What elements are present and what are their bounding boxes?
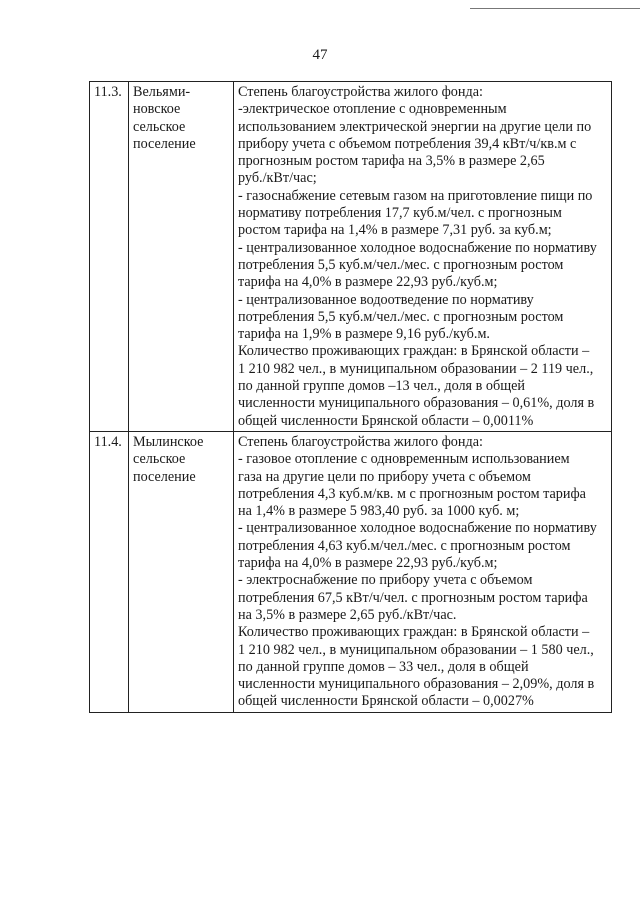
- row-number: 11.3.: [90, 82, 129, 432]
- description-line: потребления 4,63 куб.м/чел./мес. с прогнозным ростом: [238, 537, 571, 554]
- description-line: общей численности Брянской области – 0,0027%: [238, 693, 534, 710]
- settlement-name-line: новское: [133, 101, 181, 118]
- description-line: газа на другие цели по прибору учета с объемом: [238, 468, 531, 485]
- description-line: Степень благоустройства жилого фонда:: [238, 84, 483, 100]
- description-line: по данной группе домов – 33 чел., доля в общей: [238, 658, 529, 675]
- description-line: 1 210 982 чел., в муниципальном образовании – 1 580 чел.,: [238, 641, 594, 658]
- description-line: тарифа на 1,9% в размере 9,16 руб./куб.м.: [238, 326, 490, 343]
- table-row: [90, 82, 612, 432]
- description-line: - централизованное холодное водоснабжение по нормативу: [238, 520, 597, 537]
- settlement-description: [234, 431, 612, 712]
- description-line: численности муниципального образования – 0,61%, доля в: [238, 395, 595, 412]
- description-line: по данной группе домов –13 чел., доля в общей: [238, 378, 526, 395]
- description-line: прибору учета с объемом потребления 39,4 кВт/ч/кв.м с: [238, 135, 577, 152]
- description-line: потребления 5,5 куб.м/чел./мес. с прогнозным ростом: [238, 308, 564, 325]
- description-line: прогнозным ростом тарифа на 3,5% в размере 2,65: [238, 153, 545, 170]
- description-line: общей численности Брянской области – 0,0011%: [238, 412, 534, 429]
- row-number: 11.4.: [90, 431, 129, 712]
- description-line: - газоснабжение сетевым газом на приготовление пищи по: [238, 187, 593, 204]
- description-line: руб./кВт/час;: [238, 170, 317, 187]
- top-rule: [470, 8, 640, 9]
- description-line: тарифа на 4,0% в размере 22,93 руб./куб.м;: [238, 555, 498, 572]
- description-line: 1 210 982 чел., в муниципальном образовании – 2 119 чел.,: [238, 360, 594, 377]
- settlement-name: [129, 82, 234, 432]
- settlement-name-line: поселение: [133, 468, 196, 485]
- description-line: - централизованное водоотведение по нормативу: [238, 291, 534, 308]
- description-line: -электрическое отопление с одновременным: [238, 101, 507, 118]
- description-line: численности муниципального образования – 2,09%, доля в: [238, 676, 595, 693]
- settlements-table: [89, 81, 612, 713]
- description-line: ростом тарифа на 1,4% в размере 7,31 руб. за куб.м;: [238, 222, 552, 239]
- description-line: потребления 67,5 кВт/ч/чел. с прогнозным ростом тарифа: [238, 589, 588, 606]
- description-line: использованием электрической энергии на другие цели по: [238, 118, 592, 135]
- settlement-name-line: сельское: [133, 118, 186, 135]
- description-line: Степень благоустройства жилого фонда:: [238, 433, 483, 450]
- settlement-name-line: Мылинское: [133, 433, 204, 450]
- description-line: потребления 5,5 куб.м/чел./мес. с прогнозным ростом: [238, 256, 564, 273]
- description-line: на 3,5% в размере 2,65 руб./кВт/час.: [238, 606, 457, 623]
- settlement-name-line: поселение: [133, 135, 196, 152]
- settlement-description: [234, 82, 612, 432]
- description-line: нормативу потребления 17,7 куб.м/чел. с прогнозным: [238, 205, 562, 222]
- description-line: Количество проживающих граждан: в Брянской области –: [238, 624, 590, 641]
- settlement-name: [129, 431, 234, 712]
- settlement-name-line: Вельями-: [133, 84, 191, 100]
- description-line: Количество проживающих граждан: в Брянской области –: [238, 343, 590, 360]
- description-line: на 1,4% в размере 5 983,40 руб. за 1000 куб. м;: [238, 503, 520, 520]
- description-line: - газовое отопление с одновременным использованием: [238, 451, 570, 468]
- description-line: потребления 4,3 куб.м/кв. м с прогнозным ростом тарифа: [238, 485, 586, 502]
- description-line: - централизованное холодное водоснабжение по нормативу: [238, 239, 597, 256]
- table-row: [90, 431, 612, 712]
- description-line: тарифа на 4,0% в размере 22,93 руб./куб.м;: [238, 274, 498, 291]
- page-number: 47: [312, 47, 328, 63]
- description-line: - электроснабжение по прибору учета с объемом: [238, 572, 533, 589]
- settlement-name-line: сельское: [133, 451, 186, 468]
